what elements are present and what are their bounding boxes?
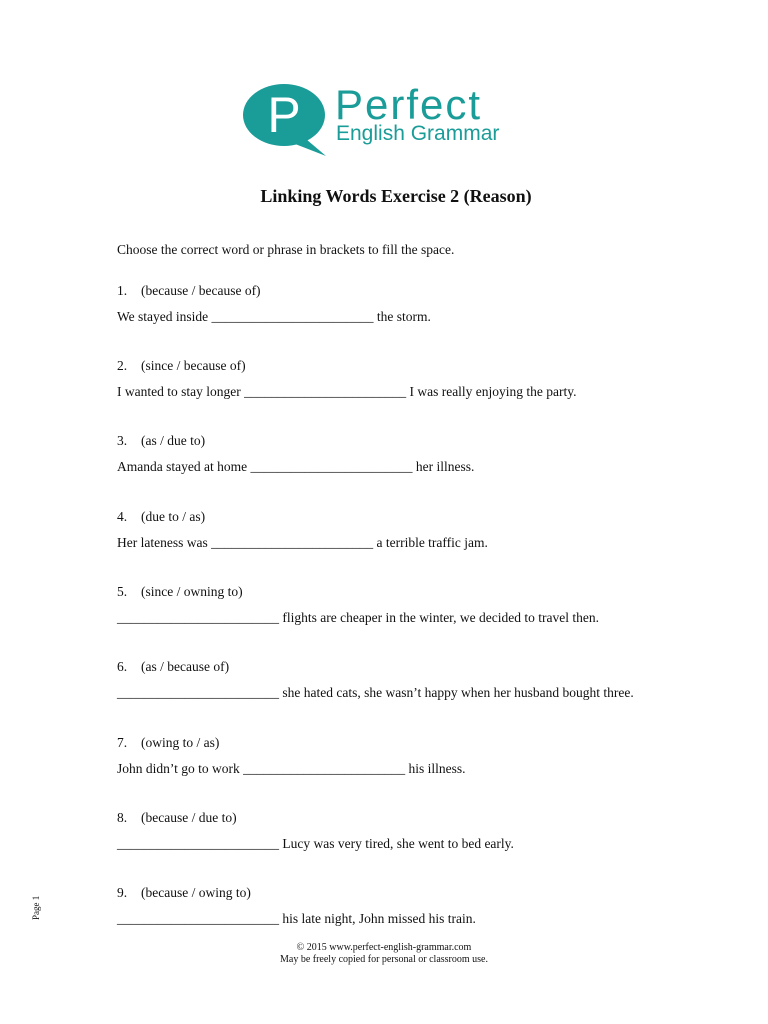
perfect-english-grammar-logo <box>242 82 532 158</box>
question-options: (since / owning to) <box>141 584 243 599</box>
question-options: (because / due to) <box>141 810 237 825</box>
question-6 <box>117 658 717 702</box>
question-options: (because / because of) <box>141 283 261 298</box>
question-number: 8. <box>117 810 128 825</box>
question-3 <box>117 432 717 476</box>
question-7 <box>117 734 717 778</box>
speech-bubble-p-icon <box>242 82 332 158</box>
instructions: Choose the correct word or phrase in brackets to fill the space. <box>117 242 455 257</box>
question-options: (as / because of) <box>141 659 230 674</box>
question-2 <box>117 357 717 401</box>
footer <box>0 942 768 966</box>
question-5 <box>117 583 717 627</box>
question-options: (as / due to) <box>141 433 206 448</box>
question-4 <box>117 508 717 552</box>
logo-word-english-grammar: English Grammar <box>336 122 500 145</box>
question-options: (since / because of) <box>141 358 246 373</box>
question-sentence: Amanda stayed at home ________________________ her illness. <box>117 459 475 474</box>
logo-word-perfect: Perfect <box>335 81 483 128</box>
question-sentence: I wanted to stay longer ________________________ I was really enjoying the party. <box>117 384 577 399</box>
question-number: 2. <box>117 358 128 373</box>
question-9 <box>117 884 717 928</box>
logo-letter: P <box>267 87 301 143</box>
question-number: 4. <box>117 509 128 524</box>
question-sentence: ________________________ she hated cats, she wasn’t happy when her husband bought three. <box>117 685 634 700</box>
question-sentence: John didn’t go to work ________________________ his illness. <box>117 761 466 776</box>
footer-usage-note: May be freely copied for personal or classroom use. <box>280 954 488 965</box>
question-sentence: ________________________ flights are cheaper in the winter, we decided to travel then. <box>117 610 599 625</box>
page-title: Linking Words Exercise 2 (Reason) <box>260 186 532 206</box>
question-number: 9. <box>117 885 128 900</box>
question-number: 7. <box>117 735 128 750</box>
question-number: 6. <box>117 659 128 674</box>
footer-copyright: © 2015 www.perfect-english-grammar.com <box>296 942 472 953</box>
question-1 <box>117 282 717 326</box>
question-number: 3. <box>117 433 128 448</box>
question-8 <box>117 809 717 853</box>
question-sentence: ________________________ Lucy was very tired, she went to bed early. <box>117 836 514 851</box>
question-number: 1. <box>117 283 128 298</box>
question-options: (owing to / as) <box>141 735 220 750</box>
question-options: (due to / as) <box>141 509 206 524</box>
question-sentence: Her lateness was ________________________ a terrible traffic jam. <box>117 535 488 550</box>
question-number: 5. <box>117 584 128 599</box>
question-sentence: ________________________ his late night, John missed his train. <box>117 911 476 926</box>
question-options: (because / owing to) <box>141 885 251 900</box>
question-sentence: We stayed inside ________________________ the storm. <box>117 309 431 324</box>
page-number: Page 1 <box>31 895 41 920</box>
